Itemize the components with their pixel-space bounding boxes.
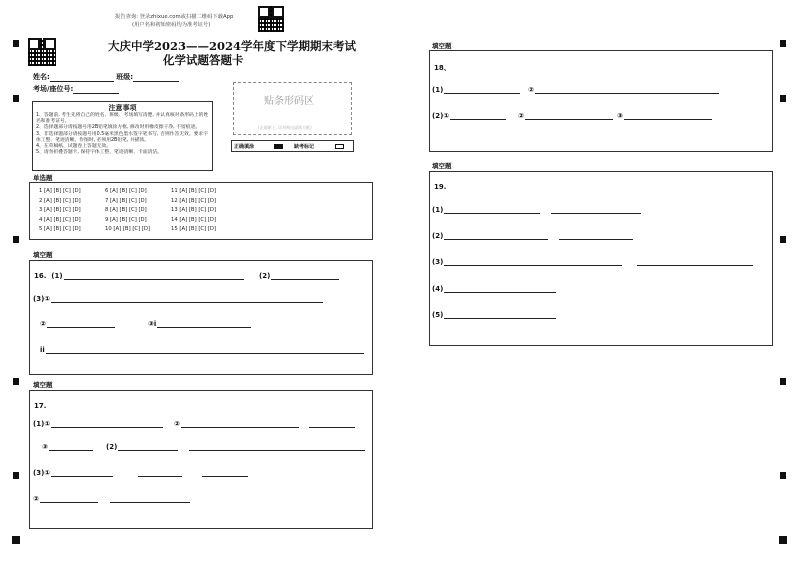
- mc-item[interactable]: 7 [A] [B] [C] [D]: [105, 197, 147, 204]
- q18-p2-line[interactable]: [450, 113, 506, 120]
- q18-p2b-label: ②: [518, 112, 524, 120]
- q19-p5-label: (5): [432, 311, 444, 319]
- mc-row: [39, 226, 372, 236]
- q19-p1-line[interactable]: [444, 207, 540, 214]
- class-input-line[interactable]: [133, 75, 179, 82]
- q16-p3c-line[interactable]: [157, 321, 251, 328]
- mc-item[interactable]: 9 [A] [B] [C] [D]: [105, 216, 147, 223]
- q18-p1-label: (1): [432, 86, 444, 94]
- q19-part4[interactable]: [432, 285, 556, 293]
- q18-p2c-label: ③: [617, 112, 623, 120]
- class-label: 班级:: [116, 73, 134, 81]
- timing-mark: [13, 40, 19, 47]
- q17-part1c[interactable]: [42, 443, 93, 451]
- q18-part2c[interactable]: [617, 112, 712, 120]
- q17-part3b[interactable]: [33, 495, 190, 503]
- q16-p1-line[interactable]: [64, 273, 244, 280]
- timing-mark: [779, 536, 787, 544]
- barcode-area: [233, 82, 352, 135]
- timing-mark: [780, 472, 786, 479]
- q19-p2-line[interactable]: [444, 233, 548, 240]
- q19-number: 19.: [434, 183, 447, 191]
- q16-part1[interactable]: [34, 272, 244, 280]
- q17-p3b-line[interactable]: [40, 496, 98, 503]
- timing-mark: [780, 40, 786, 47]
- q17-p1-line[interactable]: [51, 421, 163, 428]
- q17-part3[interactable]: [33, 469, 248, 477]
- q17-p2-line-extra[interactable]: [189, 444, 365, 451]
- q16-p1-label: (1): [51, 272, 63, 280]
- mc-item[interactable]: 15 [A] [B] [C] [D]: [171, 226, 217, 232]
- q17-p2-line[interactable]: [118, 444, 178, 451]
- q16-p3b-line[interactable]: [47, 321, 115, 328]
- timing-mark: [780, 236, 786, 243]
- q17-p2-label: (2): [106, 443, 118, 451]
- mc-item[interactable]: 11 [A] [B] [C] [D]: [171, 188, 217, 194]
- mc-row: [39, 217, 372, 227]
- mc-item[interactable]: 5 [A] [B] [C] [D]: [39, 226, 81, 232]
- q17-p3b-label: ②: [33, 495, 39, 503]
- q19-part2[interactable]: [432, 232, 633, 240]
- q19-section-title: 填空题: [432, 162, 452, 170]
- q17-p1c-line[interactable]: [49, 444, 93, 451]
- timing-mark: [13, 95, 19, 102]
- timing-mark: [780, 378, 786, 385]
- mc-item[interactable]: 1 [A] [B] [C] [D]: [39, 188, 81, 194]
- q19-p3-label: (3): [432, 258, 444, 266]
- q16-p3-line[interactable]: [51, 296, 323, 303]
- q16-part3c[interactable]: [148, 320, 251, 328]
- q18-part2b[interactable]: [518, 112, 613, 120]
- mc-item[interactable]: 2 [A] [B] [C] [D]: [39, 197, 81, 204]
- student-qr-code: [28, 38, 56, 66]
- q16-part3d[interactable]: [40, 346, 364, 354]
- mc-item[interactable]: 6 [A] [B] [C] [D]: [105, 188, 147, 194]
- q17-p1b-line-extra[interactable]: [309, 421, 355, 428]
- seat-input-line[interactable]: [73, 87, 119, 94]
- q17-p3-label: (3)①: [33, 469, 51, 477]
- q16-p2-line[interactable]: [271, 273, 339, 280]
- barcode-hint: (正面朝上, 切勿贴出虚线方框): [258, 125, 312, 130]
- mc-row: [39, 207, 372, 217]
- timing-mark: [13, 378, 19, 385]
- q18-part1b[interactable]: [528, 86, 719, 94]
- q18-answer-box: [429, 50, 773, 152]
- q16-part3[interactable]: [33, 295, 323, 303]
- timing-mark: [12, 536, 20, 544]
- q17-number: 17.: [34, 402, 47, 410]
- q17-p1b-line[interactable]: [181, 421, 299, 428]
- report-notice-sub: (用户名和初始密码均为准考证号): [132, 22, 211, 28]
- q16-part3b[interactable]: [40, 320, 115, 328]
- q19-p4-line[interactable]: [444, 286, 556, 293]
- q16-p3d-line[interactable]: [46, 347, 364, 354]
- q19-p2-label: (2): [432, 232, 444, 240]
- q16-section-title: 填空题: [33, 251, 53, 259]
- note-item: 1、答题前, 考生先将自己的姓名、班级、考场填写清楚, 并认真核对条形码上的姓名和准考证号。: [36, 113, 209, 125]
- q19-p5-line[interactable]: [444, 312, 556, 319]
- mc-item[interactable]: 14 [A] [B] [C] [D]: [171, 216, 217, 223]
- seat-field[interactable]: [33, 84, 119, 94]
- q16-number: 16.: [34, 272, 47, 280]
- q17-p1b-label: ②: [174, 420, 180, 428]
- name-label: 姓名:: [33, 73, 50, 81]
- mc-item[interactable]: 13 [A] [B] [C] [D]: [171, 207, 217, 213]
- correct-fill-sample: [274, 144, 283, 149]
- q18-number: 18、: [434, 64, 451, 72]
- q18-p2b-line[interactable]: [525, 113, 613, 120]
- app-qr-code: [258, 6, 284, 32]
- q16-p3b-label: ②: [40, 320, 46, 328]
- q16-p3-label: (3)①: [33, 295, 51, 303]
- q16-p2-label: (2): [259, 272, 271, 280]
- note-item: 5、请勿折叠答题卡, 保持字体工整、笔迹清晰、卡面清洁。: [36, 150, 163, 156]
- q19-p4-label: (4): [432, 285, 444, 293]
- note-item: 3、非选择题部分请按题号用0.5毫米黑色墨水签字笔书写, 否则作答无效。要求字体工整、笔迹清晰。作图时, 必须用2B铅笔, 并描浓。: [36, 131, 209, 143]
- mc-item[interactable]: 8 [A] [B] [C] [D]: [105, 207, 147, 213]
- absent-mark-box[interactable]: [335, 144, 344, 149]
- q19-part3[interactable]: [432, 258, 753, 266]
- timing-mark: [13, 236, 19, 243]
- notes-box: [32, 101, 213, 171]
- q18-p1b-line[interactable]: [535, 87, 719, 94]
- fill-legend: [231, 140, 354, 152]
- q17-p3-line-c[interactable]: [202, 470, 248, 477]
- q18-p1-line[interactable]: [444, 87, 520, 94]
- q17-p1c-label: ③: [42, 443, 48, 451]
- q16-p3c-label: ③i: [148, 320, 157, 328]
- q19-p3-line[interactable]: [444, 259, 622, 266]
- q17-part2[interactable]: [106, 443, 365, 451]
- note-item: 4、在草稿纸、试题卷上答题无效。: [36, 144, 112, 150]
- q18-p2-label: (2)①: [432, 112, 450, 120]
- q19-part5[interactable]: [432, 311, 556, 319]
- name-field[interactable]: [33, 72, 179, 82]
- q18-part1[interactable]: [432, 86, 520, 94]
- report-notice: 报告查询: 登录zhixue.com或扫描二维码下载App: [115, 14, 234, 20]
- q19-p1-line-extra[interactable]: [551, 207, 641, 214]
- exam-subtitle: 化学试题答题卡: [163, 53, 244, 67]
- mc-item[interactable]: 3 [A] [B] [C] [D]: [39, 207, 81, 213]
- q17-p3-line-b[interactable]: [138, 470, 182, 477]
- q19-p2-line-extra[interactable]: [559, 233, 633, 240]
- q18-p1b-label: ②: [528, 86, 534, 94]
- q18-p2c-line[interactable]: [624, 113, 712, 120]
- notes-title: 注意事项: [108, 104, 137, 112]
- q19-p3-line-extra[interactable]: [637, 259, 753, 266]
- mc-row: [39, 198, 372, 208]
- q19-part1[interactable]: [432, 206, 641, 214]
- name-input-line[interactable]: [50, 75, 114, 82]
- mc-row: [39, 188, 372, 198]
- q17-p1-label: (1)①: [33, 420, 51, 428]
- mc-section-title: 单选题: [33, 174, 53, 182]
- note-item: 2、选择题部分请按题号用2B铅笔填涂方框, 修改时用橡皮擦干净, 不留痕迹。: [36, 125, 201, 131]
- absent-mark-label: 缺考标记: [294, 144, 315, 150]
- q17-part1[interactable]: [33, 420, 163, 428]
- mc-item[interactable]: 12 [A] [B] [C] [D]: [171, 197, 217, 204]
- timing-mark: [13, 472, 19, 479]
- barcode-title: 贴条形码区: [264, 96, 314, 107]
- mc-item[interactable]: 4 [A] [B] [C] [D]: [39, 216, 81, 223]
- q18-part2[interactable]: [432, 112, 506, 120]
- correct-fill-label: 正确填涂: [234, 144, 255, 150]
- q17-answer-box: [29, 390, 373, 529]
- q18-section-title: 填空题: [432, 42, 452, 50]
- q17-p3b-line-extra[interactable]: [110, 496, 190, 503]
- q16-p3d-label: ii: [40, 346, 45, 354]
- q17-part1b[interactable]: [174, 420, 355, 428]
- timing-mark: [780, 95, 786, 102]
- seat-label: 考场/座位号:: [33, 85, 74, 93]
- exam-title: 大庆中学2023——2024学年度下学期期末考试: [108, 39, 357, 53]
- mc-answer-box: [29, 182, 373, 240]
- q17-section-title: 填空题: [33, 381, 53, 389]
- q19-p1-label: (1): [432, 206, 444, 214]
- q16-part2[interactable]: [259, 272, 339, 280]
- mc-item[interactable]: 10 [A] [B] [C] [D]: [105, 226, 151, 232]
- q17-p3-line[interactable]: [51, 470, 113, 477]
